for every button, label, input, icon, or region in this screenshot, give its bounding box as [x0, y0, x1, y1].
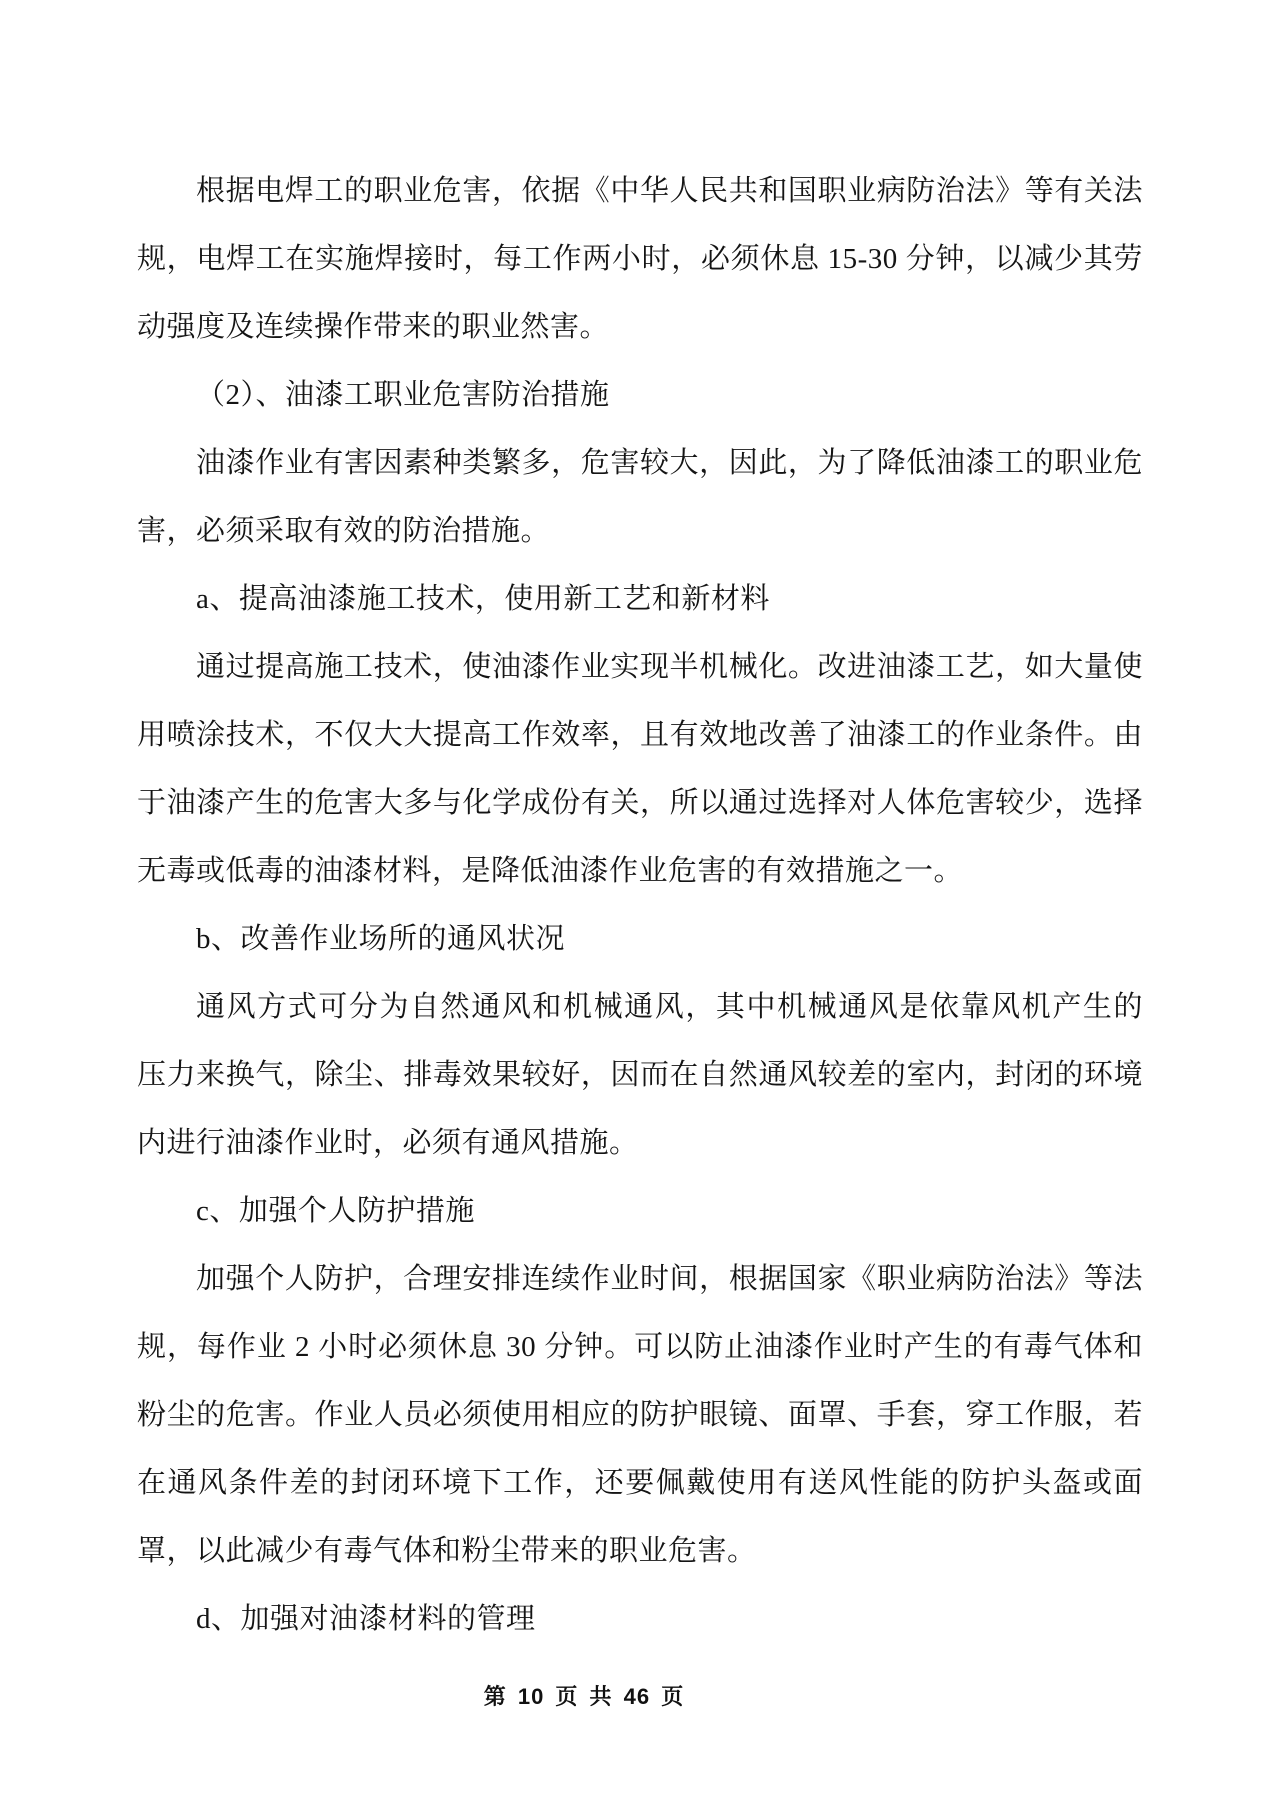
- text-line: 规，电焊工在实施焊接时，每工作两小时，必须休息 15-30 分钟，以减少其劳: [137, 243, 1143, 275]
- text-line: 压力来换气，除尘、排毒效果较好，因而在自然通风较差的室内，封闭的环境: [137, 1059, 1143, 1091]
- text-line: b、改善作业场所的通风状况: [196, 923, 566, 955]
- text-line: 通过提高施工技术，使油漆作业实现半机械化。改进油漆工艺，如大量使: [196, 651, 1143, 683]
- text-line: 根据电焊工的职业危害，依据《中华人民共和国职业病防治法》等有关法: [196, 175, 1143, 207]
- text-line: 用喷涂技术，不仅大大提高工作效率，且有效地改善了油漆工的作业条件。由: [137, 719, 1143, 751]
- text-line: 无毒或低毒的油漆材料，是降低油漆作业危害的有效措施之一。: [137, 855, 964, 887]
- document-body: [137, 157, 1143, 1653]
- text-line: d、加强对油漆材料的管理: [196, 1603, 536, 1635]
- text-line: 加强个人防护，合理安排连续作业时间，根据国家《职业病防治法》等法: [196, 1263, 1143, 1295]
- text-line: 通风方式可分为自然通风和机械通风，其中机械通风是依靠风机产生的: [196, 991, 1143, 1023]
- text-line: 害，必须采取有效的防治措施。: [137, 515, 551, 547]
- page-footer: 第 10 页 共 46 页: [483, 1684, 685, 1709]
- text-line: 内进行油漆作业时，必须有通风措施。: [137, 1127, 639, 1159]
- text-line: （2）、油漆工职业危害防治措施: [196, 379, 610, 411]
- text-line: 于油漆产生的危害大多与化学成份有关，所以通过选择对人体危害较少，选择: [137, 787, 1143, 819]
- text-line: 罩，以此减少有毒气体和粉尘带来的职业危害。: [137, 1535, 757, 1567]
- text-line: 油漆作业有害因素种类繁多，危害较大，因此，为了降低油漆工的职业危: [196, 447, 1143, 479]
- text-line: a、提高油漆施工技术，使用新工艺和新材料: [196, 583, 770, 615]
- text-line: 粉尘的危害。作业人员必须使用相应的防护眼镜、面罩、手套，穿工作服，若: [137, 1399, 1143, 1431]
- text-line: c、加强个人防护措施: [196, 1195, 475, 1227]
- text-line: 在通风条件差的封闭环境下工作，还要佩戴使用有送风性能的防护头盔或面: [137, 1467, 1143, 1499]
- text-line: 动强度及连续操作带来的职业然害。: [137, 311, 610, 343]
- text-line: 规，每作业 2 小时必须休息 30 分钟。可以防止油漆作业时产生的有毒气体和: [137, 1331, 1143, 1363]
